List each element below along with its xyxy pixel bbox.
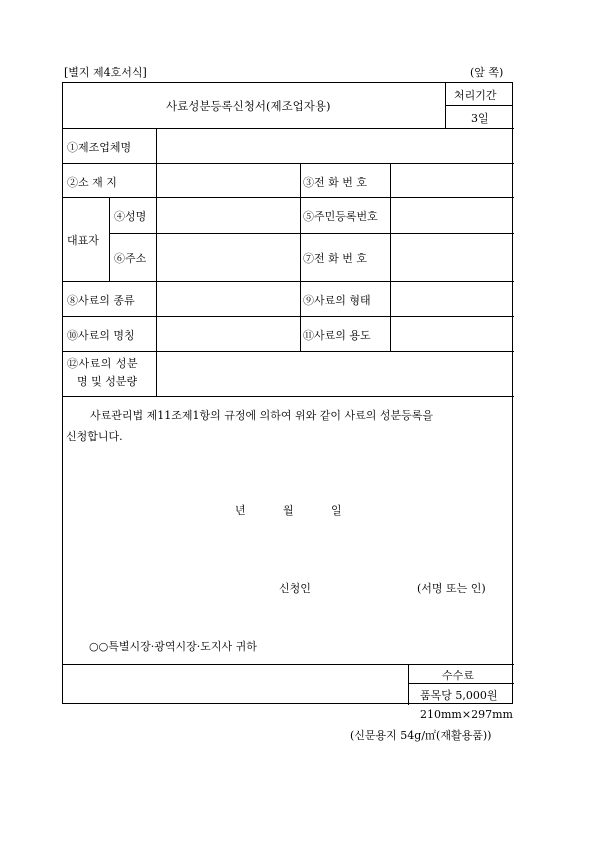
- location-field[interactable]: [157, 164, 299, 196]
- recipient: ○○특별시장·광역시장·도지사 귀하: [89, 640, 257, 653]
- ingredients-field[interactable]: [157, 352, 513, 395]
- name-label: ④성명: [114, 210, 147, 223]
- resident-number-label: ⑤주민등록번호: [303, 210, 378, 223]
- page-side: (앞 쪽): [470, 66, 504, 79]
- date-day: 일: [331, 504, 342, 517]
- statement-line2: 신청합니다.: [66, 430, 123, 443]
- feed-type-field[interactable]: [157, 282, 299, 315]
- processing-period-label: 처리기간: [454, 89, 497, 102]
- application-form: [62, 82, 513, 704]
- fee-label: 수수료: [442, 669, 474, 682]
- feed-type-label: ⑧사료의 종류: [67, 294, 135, 307]
- representative-label: 대표자: [67, 234, 99, 247]
- feed-use-label: ⑪사료의 용도: [303, 329, 371, 342]
- applicant-label: 신청인: [279, 582, 311, 595]
- paper-spec: (신문용지 54g/㎡(재활용품)): [350, 729, 492, 742]
- signature-label: (서명 또는 인): [417, 582, 486, 595]
- phone-label: ③전 화 번 호: [303, 176, 367, 189]
- name-field[interactable]: [157, 198, 299, 232]
- address-field[interactable]: [157, 234, 299, 280]
- rep-phone-label: ⑦전 화 번 호: [303, 252, 367, 265]
- phone-field[interactable]: [391, 164, 513, 196]
- resident-number-field[interactable]: [391, 198, 513, 232]
- feed-use-field[interactable]: [391, 317, 513, 350]
- form-number: [별지 제4호서식]: [64, 66, 147, 79]
- rep-phone-field[interactable]: [391, 234, 513, 280]
- date-year: 년: [235, 504, 246, 517]
- statement-line1: 사료관리법 제11조제1항의 규정에 의하여 위와 같이 사료의 성분등록을: [90, 409, 433, 422]
- date-month: 월: [283, 504, 294, 517]
- location-label: ②소 재 지: [67, 176, 117, 189]
- feed-name-label: ⑩사료의 명칭: [67, 329, 135, 342]
- ingredients-label-line1: ⑫사료의 성분: [67, 357, 139, 370]
- manufacturer-field[interactable]: [157, 129, 513, 162]
- manufacturer-label: ①제조업체명: [67, 141, 132, 154]
- fee-value: 품목당 5,000원: [420, 689, 498, 702]
- form-title: 사료성분등록신청서(제조업자용): [166, 99, 331, 113]
- feed-form-field[interactable]: [391, 282, 513, 315]
- feed-name-field[interactable]: [157, 317, 299, 350]
- ingredients-label-line2: 명 및 성분량: [77, 375, 138, 388]
- feed-form-label: ⑨사료의 형태: [303, 294, 371, 307]
- address-label: ⑥주소: [114, 252, 147, 265]
- processing-period-value: 3일: [471, 112, 489, 125]
- paper-size: 210mm×297mm: [420, 708, 513, 721]
